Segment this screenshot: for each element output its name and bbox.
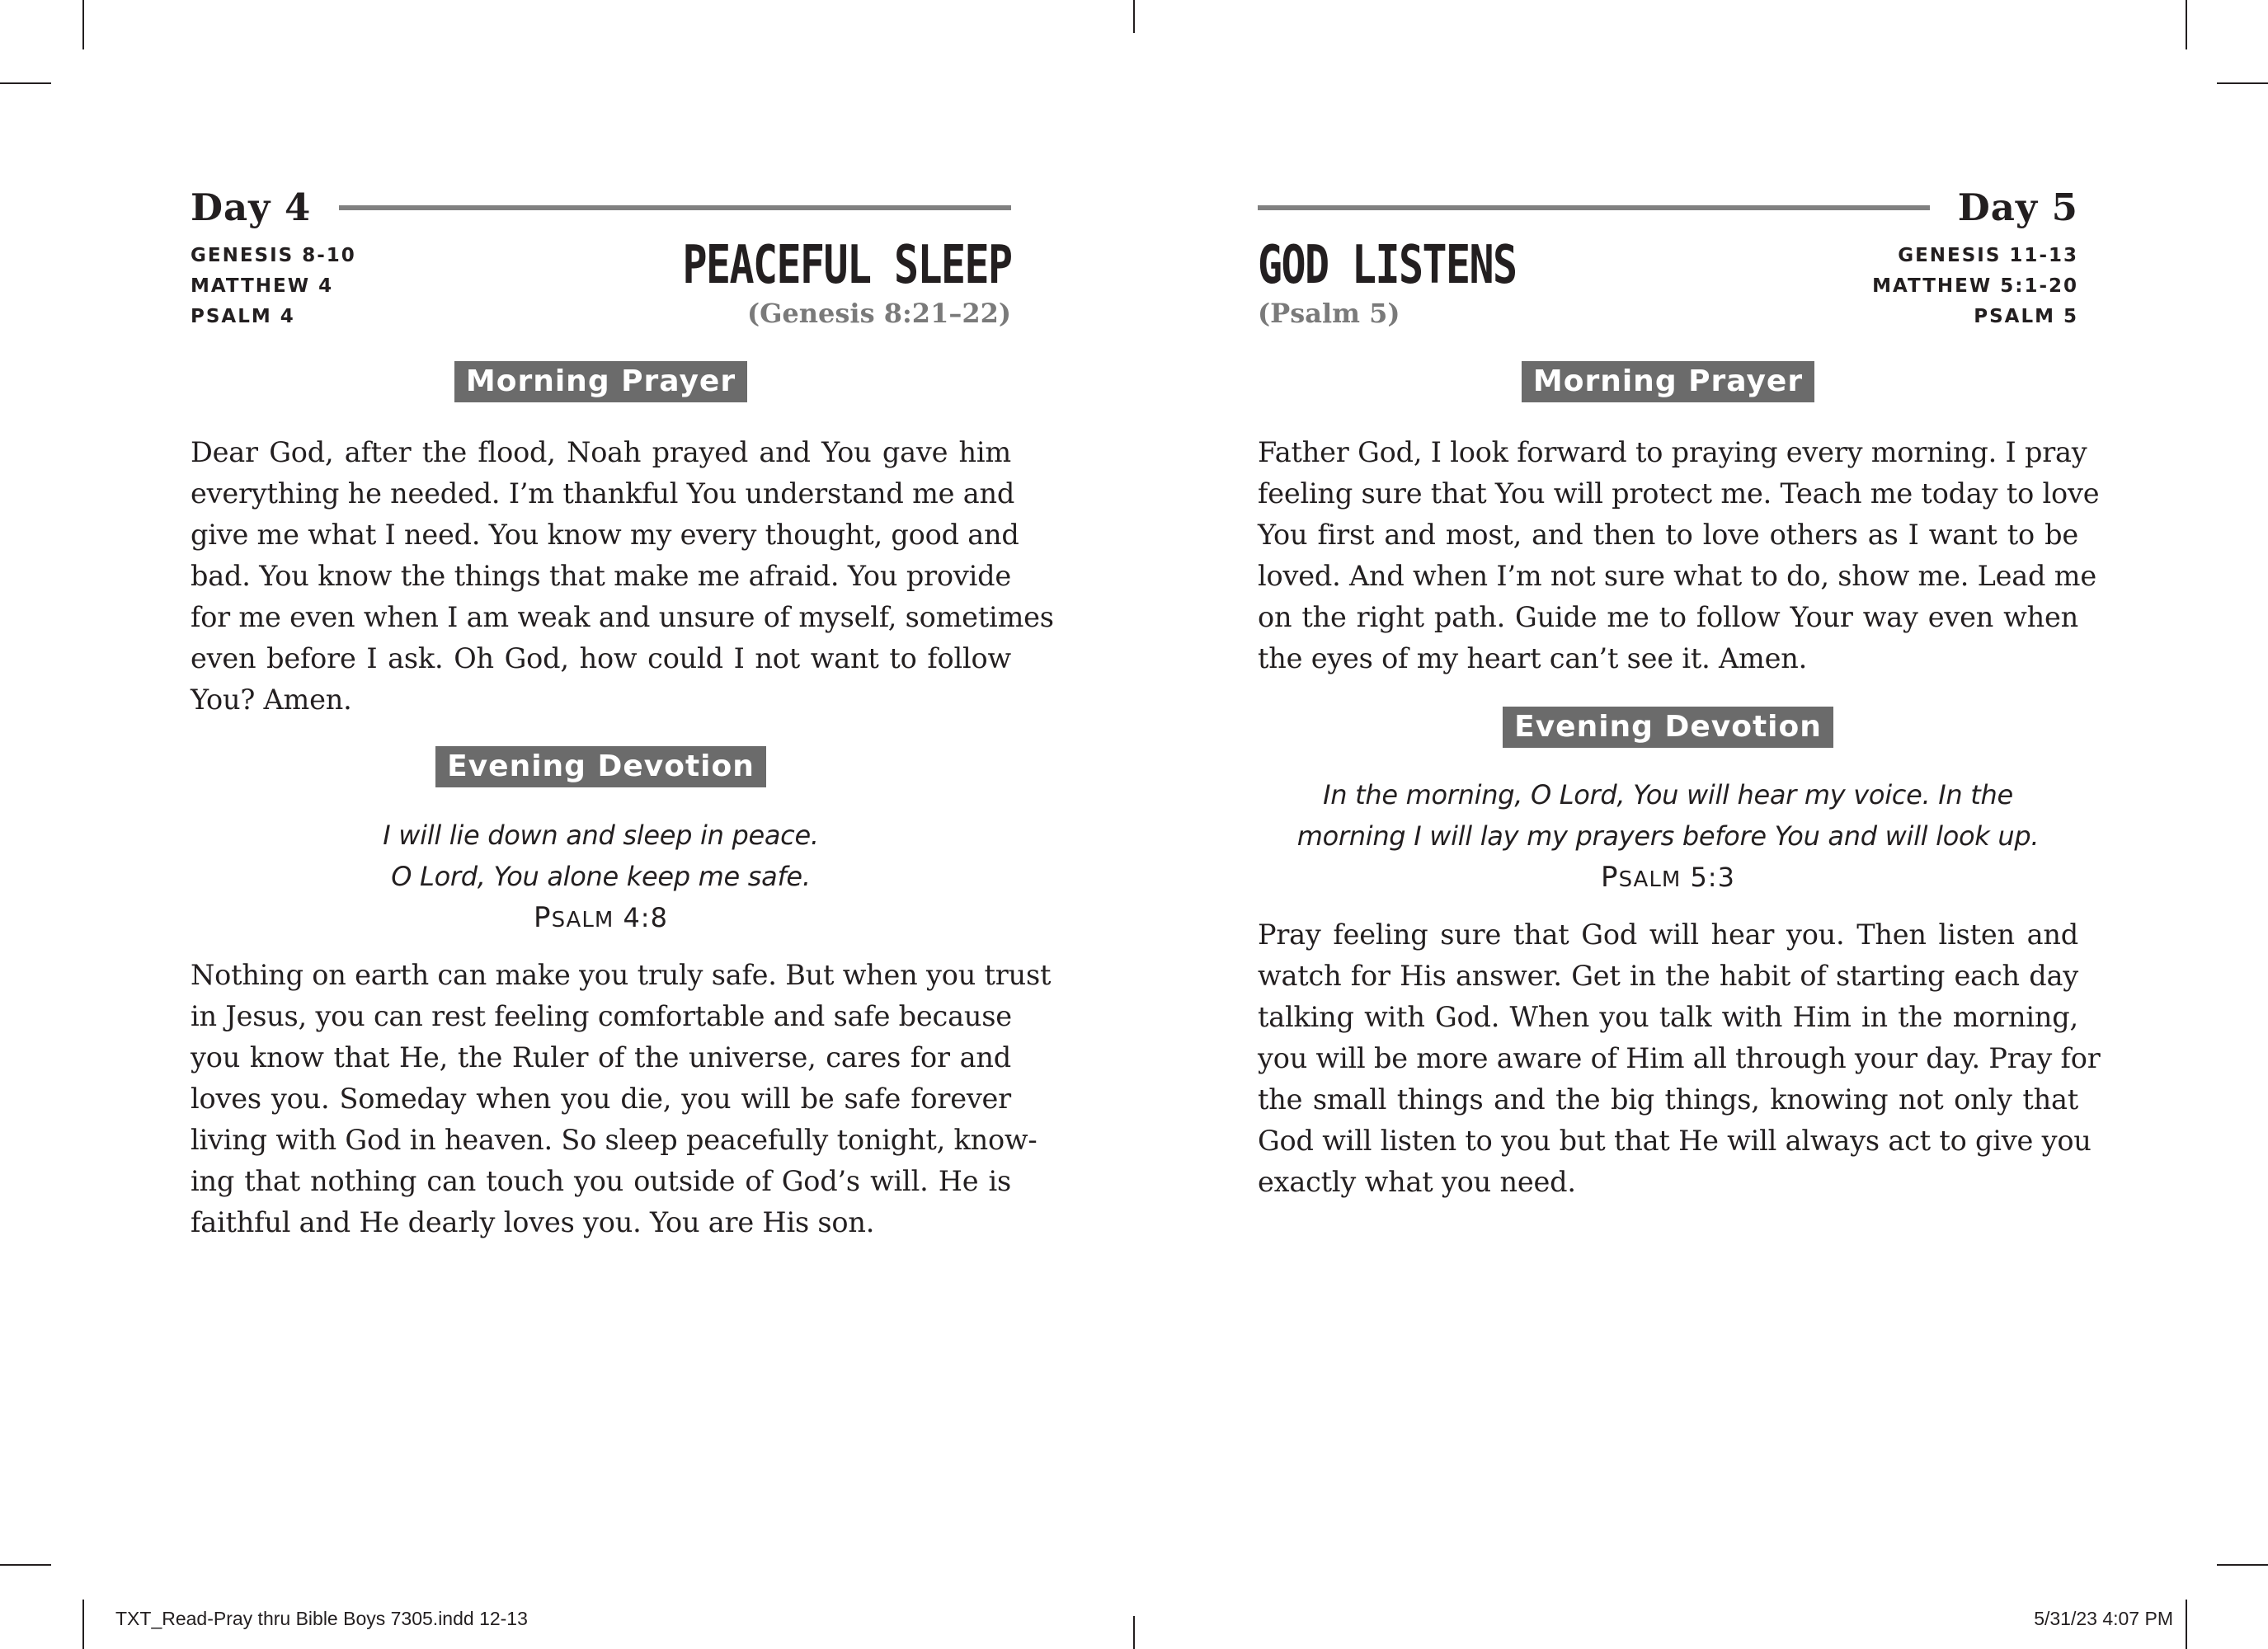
day-label: Day 4	[191, 186, 312, 229]
day-header	[1258, 183, 2078, 233]
page-title: PEACEFUL SLEEP	[682, 235, 1011, 296]
crop-mark	[0, 1564, 51, 1566]
crop-mark	[1133, 0, 1135, 33]
reading-item: PSALM 5	[1974, 306, 2078, 327]
reading-item: PSALM 4	[191, 306, 295, 327]
morning-prayer-text	[1258, 432, 2100, 679]
day-header	[191, 183, 1011, 233]
section-tag: Evening Devotion	[1503, 707, 1833, 748]
evening-devotion-text	[1258, 914, 2101, 1203]
text-line: Nothing on earth can make you truly safe. But when you trust	[191, 959, 1052, 991]
header-rule	[1258, 205, 1930, 210]
scripture-reference: (Genesis 8:21–22)	[746, 298, 1011, 329]
text-line: you know that He, the Ruler of the universe, cares for and	[191, 1041, 1011, 1073]
text-line: Dear God, after the flood, Noah prayed and You gave him	[191, 436, 1011, 468]
reading-item: GENESIS 11-13	[1898, 245, 2078, 266]
verse-line: morning I will lay my prayers before You and will look up.	[1296, 820, 2040, 852]
text-line: on the right path. Guide me to follow Your way even when	[1258, 601, 2078, 633]
evening-devotion-text	[191, 955, 1052, 1243]
text-line: talking with God. When you talk with Him in the morning,	[1258, 1001, 2078, 1033]
header-rule	[339, 205, 1011, 210]
text-line: for me even when I am weak and unsure of myself, sometimes	[191, 601, 1054, 633]
verse-line: O Lord, You alone keep me safe.	[391, 861, 811, 892]
verse-citation: PSALM 5:3	[1601, 861, 1735, 894]
text-line: living with God in heaven. So sleep peacefully tonight, know-	[191, 1124, 1038, 1156]
text-line: feeling sure that You will protect me. Teach me today to love	[1258, 477, 2100, 510]
left-page	[191, 0, 1054, 1649]
section-tag: Evening Devotion	[435, 746, 766, 787]
text-line: God will listen to you but that He will always act to give you	[1258, 1125, 2092, 1157]
text-line: the eyes of my heart can’t see it. Amen.	[1258, 642, 1808, 674]
right-page	[1258, 0, 2101, 1649]
slug-filename: TXT_Read-Pray thru Bible Boys 7305.indd 12-13	[115, 1608, 528, 1629]
memory-verse	[1258, 774, 2078, 900]
text-line: give me what I need. You know my every thought, good and	[191, 519, 1019, 551]
evening-devotion-heading	[191, 746, 1011, 787]
reading-item: MATTHEW 5:1-20	[1872, 275, 2078, 297]
text-line: bad. You know the things that make me afraid. You provide	[191, 560, 1011, 592]
text-line: even before I ask. Oh God, how could I not want to follow	[191, 642, 1011, 674]
text-line: exactly what you need.	[1258, 1166, 1576, 1198]
reading-list	[191, 241, 356, 332]
text-line: ing that nothing can touch you outside of God’s will. He is	[191, 1165, 1011, 1197]
text-line: loves you. Someday when you die, you will be safe forever	[191, 1083, 1011, 1115]
morning-prayer-text	[191, 432, 1054, 721]
text-line: faithful and He dearly loves you. You are His son.	[191, 1206, 875, 1238]
text-line: loved. And when I’m not sure what to do, show me. Lead me	[1258, 560, 2096, 592]
reading-item: GENESIS 8-10	[191, 245, 356, 266]
text-line: You first and most, and then to love others as I want to be	[1258, 519, 2078, 551]
section-tag: Morning Prayer	[454, 361, 747, 402]
crop-mark	[2217, 82, 2268, 84]
scripture-reference: (Psalm 5)	[1258, 298, 1400, 329]
crop-mark	[0, 82, 51, 84]
text-line: in Jesus, you can rest feeling comfortable and safe because	[191, 1000, 1012, 1032]
crop-mark	[1133, 1616, 1135, 1649]
text-line: you will be more aware of Him all through your day. Pray for	[1258, 1042, 2101, 1074]
text-line: You? Amen.	[191, 684, 352, 716]
crop-mark	[82, 1600, 84, 1649]
page-title: GOD LISTENS	[1258, 235, 1517, 296]
text-line: Father God, I look forward to praying every morning. I pray	[1258, 436, 2087, 468]
section-tag: Morning Prayer	[1522, 361, 1814, 402]
reading-list	[1872, 241, 2078, 332]
slug-datetime: 5/31/23 4:07 PM	[2034, 1608, 2173, 1629]
crop-mark	[82, 0, 84, 49]
day-label: Day 5	[1957, 186, 2078, 229]
memory-verse	[191, 815, 1011, 941]
text-line: Pray feeling sure that God will hear you. Then listen and	[1258, 918, 2078, 951]
crop-mark	[2186, 1600, 2187, 1649]
morning-prayer-heading	[191, 361, 1011, 402]
morning-prayer-heading	[1258, 361, 2078, 402]
text-line: everything he needed. I’m thankful You understand me and	[191, 477, 1015, 510]
crop-mark	[2217, 1564, 2268, 1566]
reading-item: MATTHEW 4	[191, 275, 334, 297]
verse-citation: PSALM 4:8	[534, 901, 668, 934]
text-line: watch for His answer. Get in the habit of starting each day	[1258, 960, 2078, 992]
verse-line: I will lie down and sleep in peace.	[383, 820, 819, 851]
evening-devotion-heading	[1258, 707, 2078, 748]
verse-line: In the morning, O Lord, You will hear my voice. In the	[1323, 779, 2013, 810]
crop-mark	[2186, 0, 2187, 49]
text-line: the small things and the big things, knowing not only that	[1258, 1083, 2078, 1116]
